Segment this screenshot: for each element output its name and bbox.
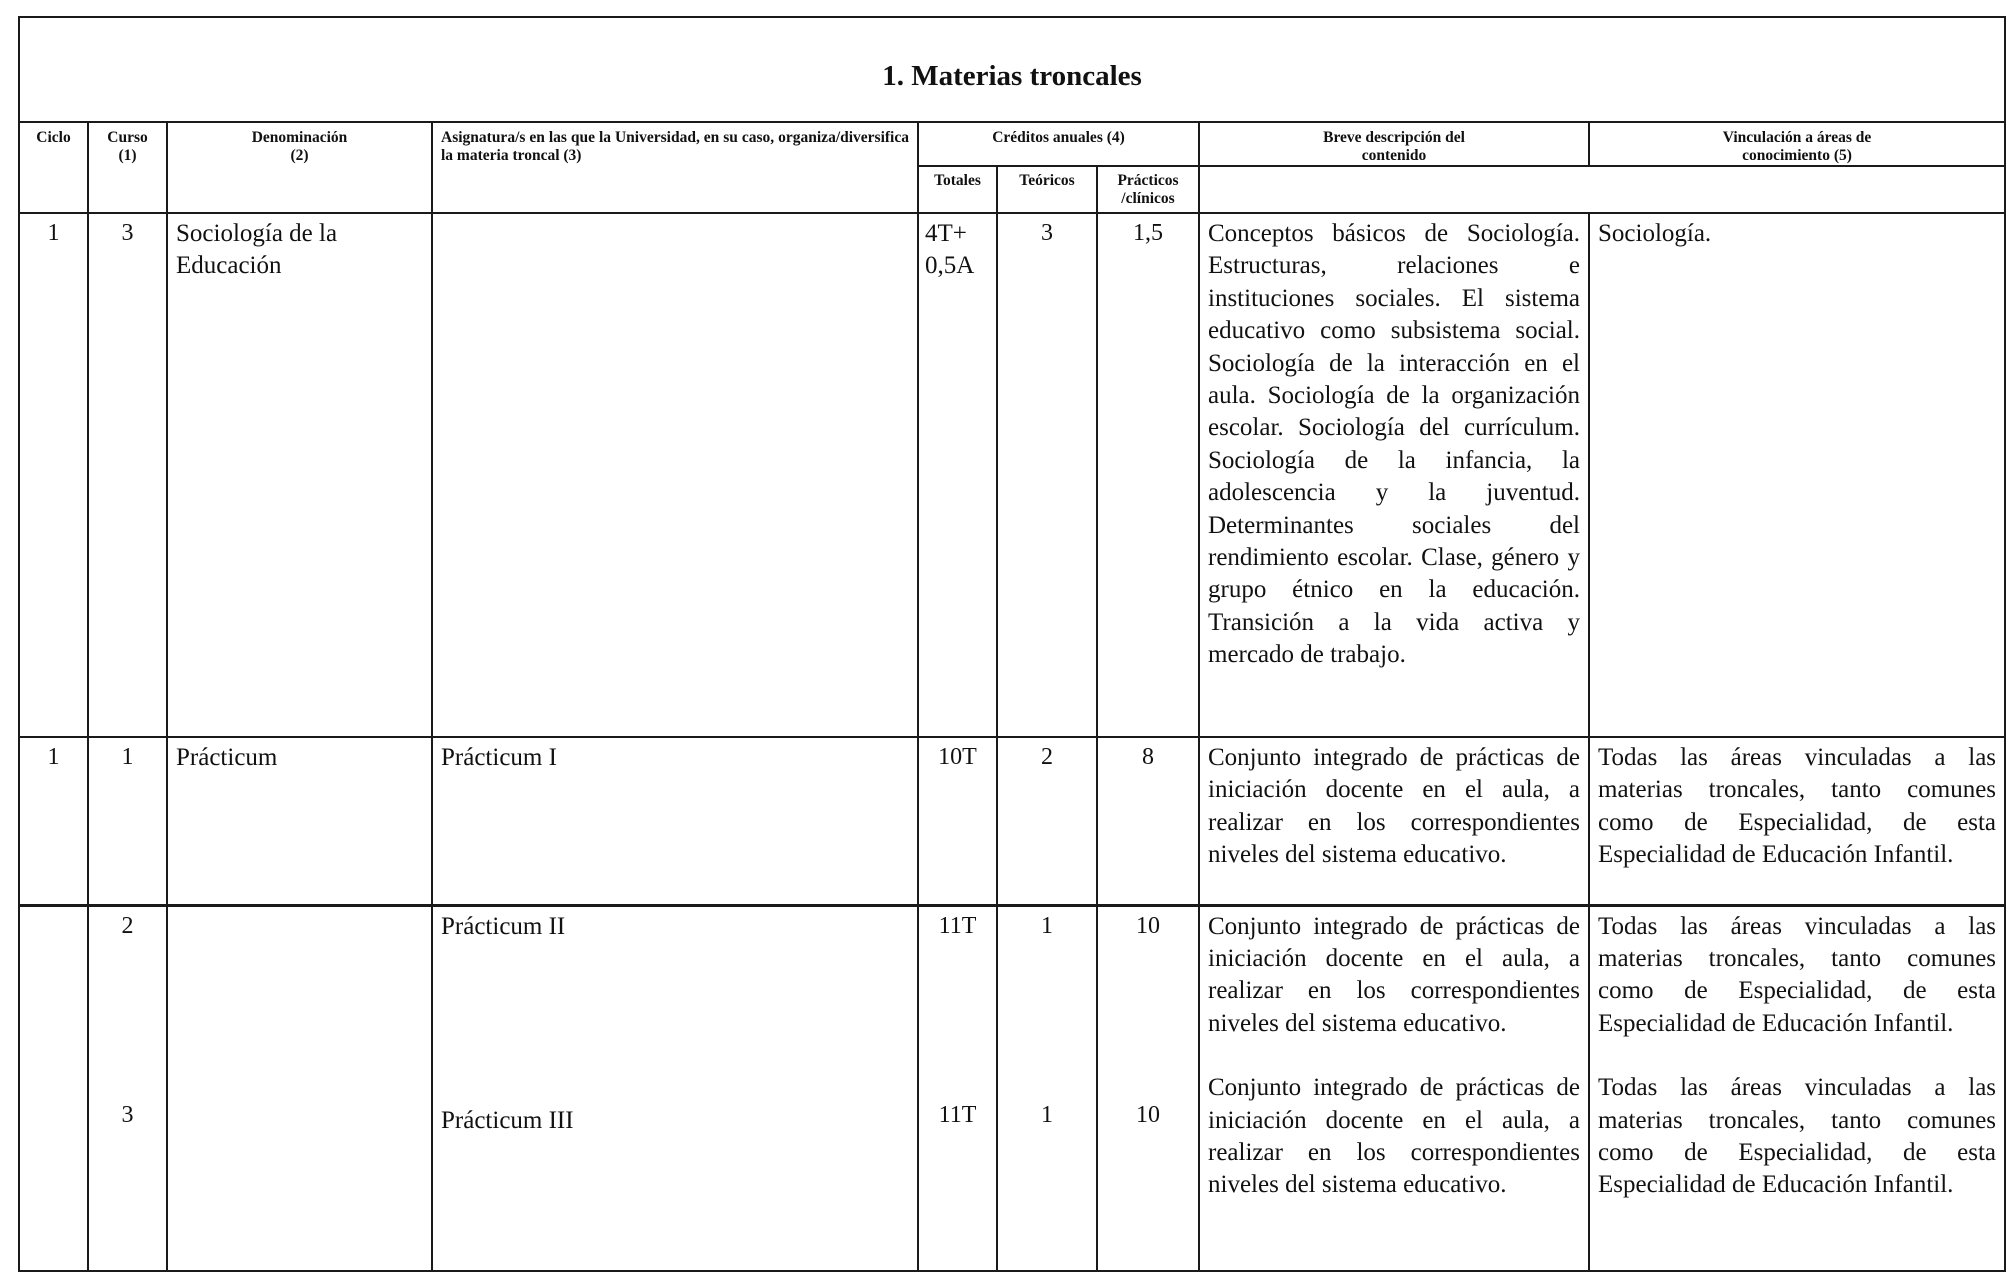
cell-totales: [918, 905, 997, 1271]
totales-value: 11T: [938, 1101, 977, 1128]
table-row: [19, 905, 2005, 1271]
cell-asignatura: [432, 905, 918, 1271]
curso-value: 2: [121, 912, 134, 939]
page-title: 1. Materias troncales: [882, 60, 1142, 92]
vinculacion-value: Todas las áreas vinculadas a las materias troncales, tanto comunes como de Especialidad, de esta Especialidad de Educación Infantil.: [1598, 1074, 1997, 1199]
cell-teoricos: 2: [997, 737, 1097, 905]
table-row: [19, 737, 2005, 905]
cell-descripcion: Conjunto integrado de prácticas de iniciación docente en el aula, a realizar en los correspondientes niveles del sistema educativo.: [1199, 737, 1589, 905]
cell-denominacion: Sociología de la Educación: [167, 213, 432, 737]
table-row: [19, 213, 2005, 737]
cell-teoricos: 3: [997, 213, 1097, 737]
cell-denominacion: [167, 905, 432, 1271]
cell-vinculacion: [1589, 905, 2005, 1271]
cell-totales: 4T+ 0,5A: [918, 213, 997, 737]
descripcion-value: Conjunto integrado de prácticas de iniciación docente en el aula, a realizar en los correspondientes niveles del sistema educativo.: [1208, 1074, 1580, 1199]
header-denominacion: Denominación (2): [167, 122, 432, 213]
teoricos-value: 1: [1041, 912, 1053, 939]
cell-curso: [88, 905, 167, 1271]
cell-curso: 1: [88, 737, 167, 905]
practicos-value: 10: [1136, 1101, 1160, 1128]
header-ciclo: Ciclo: [19, 122, 88, 213]
cell-practicos: 8: [1097, 737, 1199, 905]
practicos-value: 10: [1136, 912, 1160, 939]
cell-denominacion: Prácticum: [167, 737, 432, 905]
totales-value: 11T: [938, 912, 977, 939]
header-descripcion: Breve descripción del contenido: [1199, 122, 1589, 166]
header-asignaturas: Asignatura/s en las que la Universidad, en su caso, organiza/diversifica la materia troncal (3): [432, 122, 918, 213]
cell-practicos: [1097, 905, 1199, 1271]
cell-curso: 3: [88, 213, 167, 737]
cell-asignatura: [432, 213, 918, 737]
materias-troncales-table: [18, 16, 2006, 1272]
cell-teoricos: [997, 905, 1097, 1271]
header-curso: Curso (1): [88, 122, 167, 213]
header-totales: Totales: [918, 166, 997, 213]
header-blank-cell: [1199, 166, 2005, 213]
header-practicos: Prácticos /clínicos: [1097, 166, 1199, 213]
document-sheet: [18, 16, 2004, 1272]
header-creditos: Créditos anuales (4): [918, 122, 1199, 166]
curso-value: 3: [121, 1101, 134, 1128]
table-title-cell: [19, 17, 2005, 122]
cell-descripcion: Conceptos básicos de Sociología. Estructuras, relaciones e instituciones sociales. El sistema educativo como subsistema social. Sociología de la interacción en el aula. Sociología de la organización escolar. Sociología del currículum. Sociología de la infancia, la adolescencia y la juventud. Determinantes sociales del rendimiento escolar. Clase, género y grupo étnico en la educación. Transición a la vida activa y mercado de trabajo.: [1199, 213, 1589, 737]
cell-ciclo: 1: [19, 213, 88, 737]
cell-totales: 10T: [918, 737, 997, 905]
asignatura-value: Prácticum III: [441, 1106, 574, 1134]
cell-vinculacion: Sociología.: [1589, 213, 2005, 737]
cell-descripcion: [1199, 905, 1589, 1271]
descripcion-value: Conjunto integrado de prácticas de iniciación docente en el aula, a realizar en los correspondientes niveles del sistema educativo.: [1208, 912, 1580, 1037]
cell-ciclo: [19, 905, 88, 1271]
cell-vinculacion: Todas las áreas vinculadas a las materias troncales, tanto comunes como de Especialidad, de esta Especialidad de Educación Infantil.: [1589, 737, 2005, 905]
teoricos-value: 1: [1041, 1101, 1053, 1128]
cell-practicos: 1,5: [1097, 213, 1199, 737]
vinculacion-value: Todas las áreas vinculadas a las materias troncales, tanto comunes como de Especialidad, de esta Especialidad de Educación Infantil.: [1598, 912, 1997, 1037]
cell-ciclo: 1: [19, 737, 88, 905]
header-vinculacion: Vinculación a áreas de conocimiento (5): [1589, 122, 2005, 166]
cell-asignatura: Prácticum I: [432, 737, 918, 905]
asignatura-value: Prácticum II: [441, 912, 566, 940]
header-teoricos: Teóricos: [997, 166, 1097, 213]
